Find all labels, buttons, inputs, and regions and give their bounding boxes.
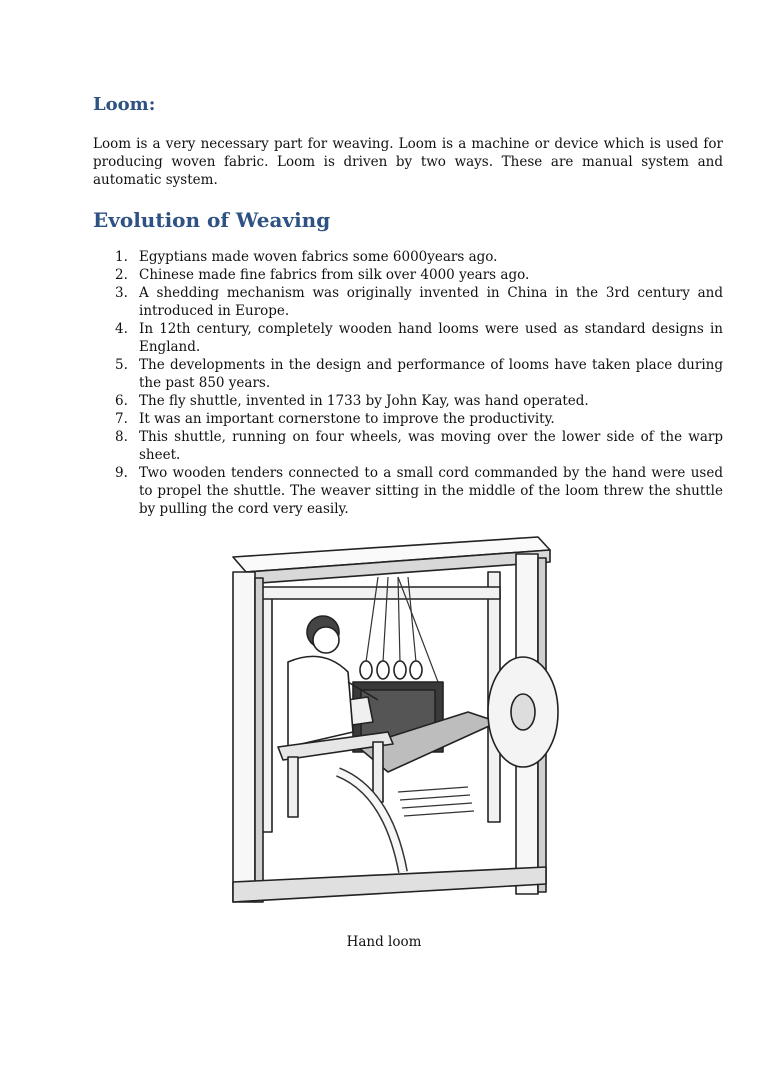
hand-loom-illustration-icon [228,532,578,927]
list-number: 2. [115,267,128,283]
list-number: 5. [115,357,128,373]
section-heading-evolution: Evolution of Weaving [93,208,331,232]
list-text: Two wooden tenders connected to a small cord commanded by the hand were used to propel the shuttle. The weaver sitting in the middle of the loom threw the shuttle by pulling the cord very easily. [139,465,723,517]
list-item [93,428,723,464]
list-item [93,284,723,320]
list-item [93,392,723,410]
list-text: The fly shuttle, invented in 1733 by John Kay, was hand operated. [139,393,589,409]
list-text: Egyptians made woven fabrics some 6000years ago. [139,249,498,265]
list-number: 9. [115,465,128,481]
list-item [93,266,723,284]
evolution-list [93,248,723,518]
list-number: 1. [115,249,128,265]
figure-caption: Hand loom [346,934,422,950]
section-heading-loom: Loom: [93,94,156,115]
list-text: In 12th century, completely wooden hand looms were used as standard designs in England. [139,321,723,355]
list-number: 4. [115,321,128,337]
list-number: 6. [115,393,128,409]
list-item [93,356,723,392]
list-text: A shedding mechanism was originally invented in China in the 3rd century and introduced in Europe. [139,285,723,319]
list-text: This shuttle, running on four wheels, was moving over the lower side of the warp sheet. [139,429,723,463]
list-number: 7. [115,411,128,427]
list-item [93,464,723,518]
list-item [93,320,723,356]
loom-paragraph: Loom is a very necessary part for weaving. Loom is a machine or device which is used for producing woven fabric. Loom is driven by two ways. These are manual system and automatic system. [93,136,723,188]
list-text: It was an important cornerstone to improve the productivity. [139,411,555,427]
list-text: The developments in the design and performance of looms have taken place during the past 850 years. [139,357,723,391]
list-text: Chinese made fine fabrics from silk over 4000 years ago. [139,267,530,283]
list-number: 3. [115,285,128,301]
list-item [93,410,723,428]
list-item [93,248,723,266]
list-number: 8. [115,429,128,445]
